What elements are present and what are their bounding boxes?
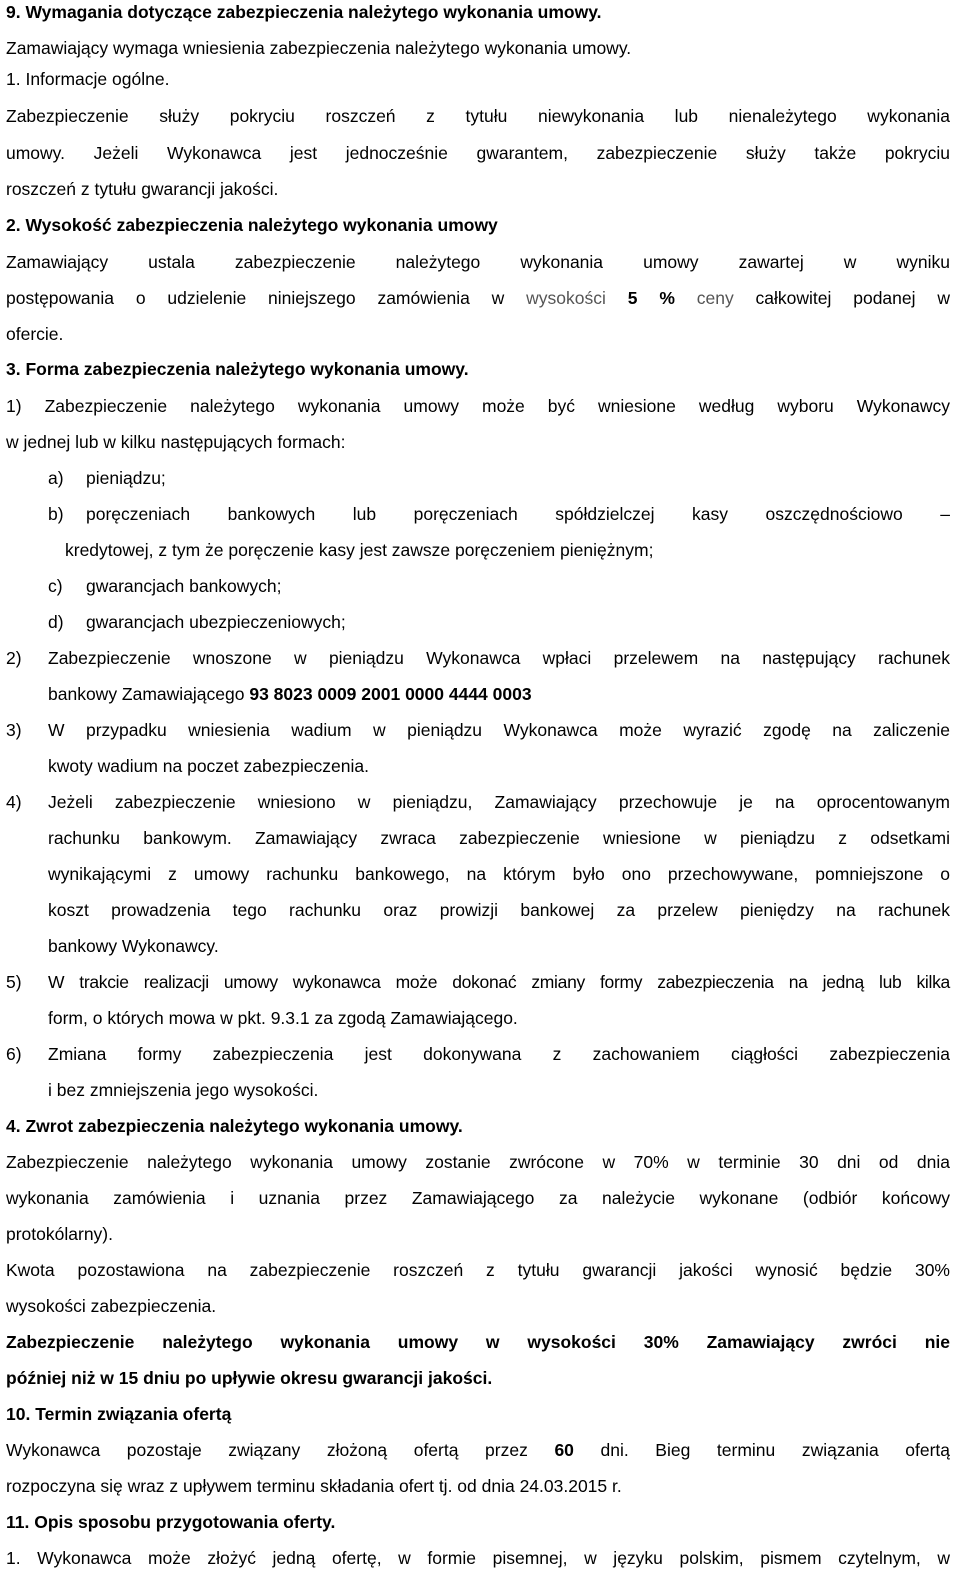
days-value: 60 — [554, 1440, 574, 1460]
item-text: i bez zmniejszenia jego wysokości. — [48, 1080, 319, 1100]
bank-account-number: 93 8023 0009 2001 0000 4444 0003 — [249, 684, 532, 704]
paragraph-line: rozpoczyna się wraz z upływem terminu składania ofert tj. od dnia 24.03.2015 r. — [6, 1476, 622, 1496]
section-10-heading: 10. Termin związania ofertą — [6, 1404, 232, 1424]
item-text: rachunku bankowym. Zamawiający zwraca zabezpieczenie wniesione w pieniądzu z odsetkami — [48, 828, 950, 848]
text-run: bankowy Zamawiającego — [48, 684, 250, 704]
paragraph-line: protokólarny). — [6, 1224, 113, 1244]
item-number: 2) — [6, 648, 22, 668]
text-run: Wykonawca pozostaje związany złożoną ofertą przez — [6, 1440, 555, 1460]
list-text: gwarancjach bankowych; — [86, 576, 282, 596]
list-label: d) — [48, 612, 64, 632]
section-9-intro: Zamawiający wymaga wniesienia zabezpieczenia należytego wykonania umowy. — [6, 38, 632, 58]
section-11-heading: 11. Opis sposobu przygotowania oferty. — [6, 1512, 336, 1532]
item-number: 4) — [6, 792, 22, 812]
paragraph-line: 1) Zabezpieczenie należytego wykonania umowy może być wniesione według wyboru Wykonawcy — [6, 396, 950, 416]
list-text: pieniądzu; — [86, 468, 166, 488]
item-text: form, o których mowa w pkt. 9.3.1 za zgodą Zamawiającego. — [48, 1008, 518, 1028]
subsection-2-heading: 2. Wysokość zabezpieczenia należytego wykonania umowy — [6, 215, 498, 235]
list-text: kredytowej, z tym że poręczenie kasy jest zawsze poręczeniem pieniężnym; — [65, 540, 654, 560]
item-text: bankowy Wykonawcy. — [48, 936, 219, 956]
list-label: a) — [48, 468, 64, 488]
item-text: W przypadku wniesienia wadium w pieniądzu Wykonawca może wyrazić zgodę na zaliczenie — [48, 720, 950, 740]
text-run: wysokości — [526, 288, 606, 308]
paragraph-line: 1. Wykonawca może złożyć jedną ofertę, w formie pisemnej, w języku polskim, pismem czytelnym, w — [6, 1548, 950, 1568]
paragraph-line: Zamawiający ustala zabezpieczenie należytego wykonania umowy zawartej w wyniku — [6, 252, 950, 272]
item-text: Zabezpieczenie wnoszone w pieniądzu Wykonawca wpłaci przelewem na następujący rachunek — [48, 648, 950, 668]
list-text: gwarancjach ubezpieczeniowych; — [86, 612, 346, 632]
item-number: 6) — [6, 1044, 22, 1064]
list-text: poręczeniach bankowych lub poręczeniach spółdzielczej kasy oszczędnościowo – — [86, 504, 950, 524]
paragraph-line: później niż w 15 dniu po upływie okresu gwarancji jakości. — [6, 1368, 493, 1388]
paragraph-line — [6, 1438, 950, 1462]
paragraph-line: roszczeń z tytułu gwarancji jakości. — [6, 179, 279, 199]
subsection-4-heading: 4. Zwrot zabezpieczenia należytego wykonania umowy. — [6, 1116, 463, 1136]
item-text: W trakcie realizacji umowy wykonawca może dokonać zmiany formy zabezpieczenia na jedną lub kilka — [48, 972, 950, 992]
subsection-3-heading: 3. Forma zabezpieczenia należytego wykonania umowy. — [6, 359, 469, 379]
text-run: postępowania o udzielenie niniejszego zamówienia w — [6, 288, 527, 308]
text-run: ceny — [696, 288, 734, 308]
item-text: kwoty wadium na poczet zabezpieczenia. — [48, 756, 370, 776]
text-run: całkowitej podanej w — [733, 288, 950, 308]
list-label: c) — [48, 576, 63, 596]
paragraph-line: Kwota pozostawiona na zabezpieczenie roszczeń z tytułu gwarancji jakości wynosić będzie 30% — [6, 1260, 950, 1280]
paragraph-line: Zabezpieczenie służy pokryciu roszczeń z tytułu niewykonania lub nienależytego wykonania — [6, 106, 950, 126]
paragraph-line: wysokości zabezpieczenia. — [6, 1296, 217, 1316]
item-text: wynikającymi z umowy rachunku bankowego, na którym było ono przechowywane, pomniejszone o — [48, 864, 950, 884]
percentage-value: 5 % — [605, 288, 697, 308]
item-text — [48, 682, 950, 706]
paragraph-line: Zabezpieczenie należytego wykonania umowy zostanie zwrócone w 70% w terminie 30 dni od dnia — [6, 1152, 950, 1172]
item-text: Jeżeli zabezpieczenie wniesiono w pieniądzu, Zamawiający przechowuje je na oprocentowanym — [48, 792, 950, 812]
paragraph-line — [6, 286, 950, 310]
paragraph-line: Zabezpieczenie należytego wykonania umowy w wysokości 30% Zamawiający zwróci nie — [6, 1332, 950, 1352]
text-run: dni. Bieg terminu związania ofertą — [573, 1440, 951, 1460]
item-text: Zmiana formy zabezpieczenia jest dokonywana z zachowaniem ciągłości zabezpieczenia — [48, 1044, 950, 1064]
list-label: b) — [48, 504, 64, 524]
item-number: 5) — [6, 972, 22, 992]
paragraph-line: umowy. Jeżeli Wykonawca jest jednocześnie gwarantem, zabezpieczenie służy także pokryciu — [6, 143, 950, 163]
subsection-1-heading: 1. Informacje ogólne. — [6, 69, 170, 89]
item-number: 3) — [6, 720, 22, 740]
section-9-heading: 9. Wymagania dotyczące zabezpieczenia należytego wykonania umowy. — [6, 2, 602, 22]
item-text: koszt prowadzenia tego rachunku oraz prowizji bankowej za przelew pieniędzy na rachunek — [48, 900, 950, 920]
paragraph-line: wykonania zamówienia i uznania przez Zamawiającego za należycie wykonane (odbiór końcowy — [6, 1188, 950, 1208]
paragraph-line: ofercie. — [6, 324, 64, 344]
paragraph-line: w jednej lub w kilku następujących formach: — [6, 432, 346, 452]
